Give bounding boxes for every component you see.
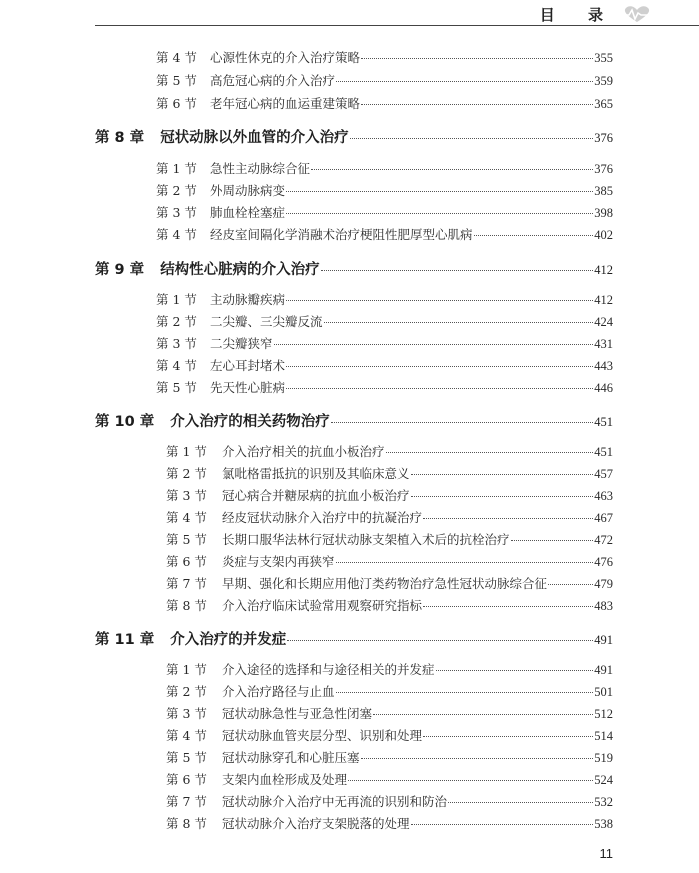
toc-entry-page: 457 bbox=[594, 467, 613, 480]
dot-leader bbox=[336, 81, 593, 82]
toc-section-entry bbox=[156, 334, 613, 350]
dot-leader bbox=[331, 422, 593, 423]
toc-entry-number: 第 3 节 bbox=[156, 205, 197, 219]
dot-leader bbox=[324, 322, 594, 323]
toc-entry-page: 524 bbox=[594, 773, 613, 786]
toc-entry-page: 424 bbox=[594, 315, 613, 328]
toc-entry-number: 第 2 节 bbox=[156, 183, 197, 197]
toc-entry-page: 538 bbox=[594, 817, 613, 830]
dot-leader bbox=[386, 452, 594, 453]
toc-section-entry bbox=[156, 159, 613, 175]
header-title: 目 录 bbox=[539, 6, 617, 24]
toc-entry-number: 第 4 节 bbox=[166, 510, 207, 524]
toc-entry-number: 第 1 节 bbox=[166, 662, 207, 676]
dot-leader bbox=[286, 366, 593, 367]
dot-leader bbox=[361, 104, 593, 105]
toc-entry-title: 介入治疗相关的抗血小板治疗 bbox=[222, 444, 385, 458]
toc-section-entry bbox=[156, 48, 613, 64]
toc-entry-page: 412 bbox=[594, 263, 613, 276]
toc-entry-number: 第 2 节 bbox=[166, 684, 207, 698]
toc-section-entry bbox=[156, 94, 613, 110]
toc-section-entry bbox=[166, 660, 613, 676]
toc-entry-title: 冠状动脉血管夹层分型、识别和处理 bbox=[222, 728, 423, 742]
toc-entry-page: 467 bbox=[594, 511, 613, 524]
dot-leader bbox=[373, 714, 593, 715]
toc-entry-page: 431 bbox=[594, 337, 613, 350]
dot-leader bbox=[548, 584, 593, 585]
toc-entry-page: 376 bbox=[594, 131, 613, 144]
dot-leader bbox=[286, 388, 593, 389]
dot-leader bbox=[311, 169, 593, 170]
toc-entry-title: 介入治疗路径与止血 bbox=[222, 684, 335, 698]
toc-chapter-entry bbox=[95, 628, 613, 646]
toc-entry-number: 第 8 节 bbox=[166, 816, 207, 830]
dot-leader bbox=[287, 640, 593, 641]
dot-leader bbox=[274, 344, 594, 345]
toc-entry-title: 冠状动脉介入治疗支架脱落的处理 bbox=[222, 816, 410, 830]
toc-entry-title: 冠状动脉穿孔和心脏压塞 bbox=[222, 750, 360, 764]
dot-leader bbox=[411, 474, 594, 475]
toc-section-entry bbox=[166, 726, 613, 742]
toc-chapter-entry bbox=[95, 410, 613, 428]
dot-leader bbox=[411, 824, 594, 825]
toc-entry-page: 359 bbox=[594, 74, 613, 87]
toc-section-entry bbox=[166, 508, 613, 524]
toc-entry-page: 532 bbox=[594, 795, 613, 808]
toc-entry-number: 第 3 节 bbox=[166, 706, 207, 720]
toc-entry-number: 第 5 节 bbox=[156, 73, 197, 87]
toc-entry-title: 结构性心脏病的介入治疗 bbox=[160, 262, 320, 276]
toc-entry-number: 第 8 节 bbox=[166, 598, 207, 612]
toc-entry-title: 早期、强化和长期应用他汀类药物治疗急性冠状动脉综合征 bbox=[222, 576, 548, 590]
header-rule bbox=[95, 25, 699, 26]
toc-section-entry bbox=[166, 574, 613, 590]
toc-entry-page: 514 bbox=[594, 729, 613, 742]
toc-entry-title: 氯吡格雷抵抗的识别及其临床意义 bbox=[222, 466, 410, 480]
toc-entry-title: 介入治疗的并发症 bbox=[170, 632, 287, 646]
toc-section-entry bbox=[156, 225, 613, 241]
toc-chapter-entry bbox=[95, 258, 613, 276]
toc-entry-title: 冠状动脉急性与亚急性闭塞 bbox=[222, 706, 373, 720]
toc-section-entry bbox=[166, 530, 613, 546]
toc-section-entry bbox=[156, 378, 613, 394]
toc-section-entry bbox=[166, 442, 613, 458]
toc-entry-number: 第 1 节 bbox=[156, 161, 197, 175]
toc-entry-number: 第 6 节 bbox=[166, 554, 207, 568]
dot-leader bbox=[474, 235, 594, 236]
toc-section-entry bbox=[166, 748, 613, 764]
toc-entry-number: 第 4 节 bbox=[156, 50, 197, 64]
toc-section-entry bbox=[166, 464, 613, 480]
toc-entry-number: 第 5 节 bbox=[156, 380, 197, 394]
toc-entry-number: 第 2 节 bbox=[166, 466, 207, 480]
toc-section-entry bbox=[166, 486, 613, 502]
dot-leader bbox=[348, 780, 593, 781]
toc-entry-number: 第 6 节 bbox=[166, 772, 207, 786]
dot-leader bbox=[448, 802, 593, 803]
toc-entry-title: 主动脉瓣疾病 bbox=[210, 292, 286, 306]
toc-entry-number: 第 4 节 bbox=[166, 728, 207, 742]
toc-entry-page: 412 bbox=[594, 293, 613, 306]
toc-entry-title: 心源性休克的介入治疗策略 bbox=[210, 50, 361, 64]
toc-chapter-entry bbox=[95, 126, 613, 144]
toc-entry-number: 第 9 章 bbox=[95, 262, 145, 276]
toc-section-entry bbox=[166, 682, 613, 698]
dot-leader bbox=[361, 58, 593, 59]
toc-section-entry bbox=[166, 814, 613, 830]
dot-leader bbox=[511, 540, 594, 541]
toc-section-entry bbox=[156, 290, 613, 306]
toc-entry-page: 476 bbox=[594, 555, 613, 568]
heart-logo-icon bbox=[620, 4, 654, 24]
toc-entry-title: 介入治疗临床试验常用观察研究指标 bbox=[222, 598, 423, 612]
toc-section-entry bbox=[166, 792, 613, 808]
dot-leader bbox=[336, 562, 594, 563]
toc-entry-number: 第 8 章 bbox=[95, 130, 145, 144]
toc-entry-title: 介入治疗的相关药物治疗 bbox=[170, 414, 330, 428]
toc-entry-number: 第 5 节 bbox=[166, 750, 207, 764]
page-number: 11 bbox=[599, 846, 613, 861]
toc-entry-page: 472 bbox=[594, 533, 613, 546]
toc-entry-title: 高危冠心病的介入治疗 bbox=[210, 73, 336, 87]
toc-entry-title: 支架内血栓形成及处理 bbox=[222, 772, 348, 786]
toc-entry-number: 第 1 节 bbox=[166, 444, 207, 458]
dot-leader bbox=[423, 606, 593, 607]
toc-entry-page: 451 bbox=[594, 445, 613, 458]
toc-entry-title: 冠状动脉以外血管的介入治疗 bbox=[160, 130, 349, 144]
toc-entry-number: 第 10 章 bbox=[95, 414, 155, 428]
toc-entry-title: 先天性心脏病 bbox=[210, 380, 286, 394]
toc-entry-number: 第 7 节 bbox=[166, 794, 207, 808]
toc-entry-title: 介入途径的选择和与途径相关的并发症 bbox=[222, 662, 435, 676]
toc-entry-page: 512 bbox=[594, 707, 613, 720]
toc-entry-number: 第 7 节 bbox=[166, 576, 207, 590]
toc-entry-title: 炎症与支架内再狭窄 bbox=[222, 554, 335, 568]
toc-entry-page: 376 bbox=[594, 162, 613, 175]
toc-entry-number: 第 11 章 bbox=[95, 632, 155, 646]
toc-section-entry bbox=[156, 356, 613, 372]
page-header bbox=[95, 0, 699, 27]
toc-section-entry bbox=[156, 312, 613, 328]
toc-entry-number: 第 3 节 bbox=[156, 336, 197, 350]
toc-entry-page: 491 bbox=[594, 663, 613, 676]
toc-section-entry bbox=[166, 770, 613, 786]
toc-entry-title: 长期口服华法林行冠状动脉支架植入术后的抗栓治疗 bbox=[222, 532, 510, 546]
toc-entry-title: 老年冠心病的血运重建策略 bbox=[210, 96, 361, 110]
toc-entry-page: 519 bbox=[594, 751, 613, 764]
dot-leader bbox=[286, 213, 593, 214]
toc-entry-number: 第 3 节 bbox=[166, 488, 207, 502]
toc-entry-page: 463 bbox=[594, 489, 613, 502]
toc-entry-number: 第 4 节 bbox=[156, 358, 197, 372]
toc-entry-page: 491 bbox=[594, 633, 613, 646]
toc-entry-number: 第 5 节 bbox=[166, 532, 207, 546]
toc-entry-page: 446 bbox=[594, 381, 613, 394]
dot-leader bbox=[350, 138, 594, 139]
toc-entry-number: 第 6 节 bbox=[156, 96, 197, 110]
toc-entry-title: 经皮室间隔化学消融术治疗梗阻性肥厚型心肌病 bbox=[210, 227, 473, 241]
toc-section-entry bbox=[166, 552, 613, 568]
toc-section-entry bbox=[166, 596, 613, 612]
dot-leader bbox=[411, 496, 594, 497]
toc-entry-title: 外周动脉病变 bbox=[210, 183, 286, 197]
dot-leader bbox=[423, 518, 593, 519]
toc-section-entry bbox=[156, 203, 613, 219]
toc-entry-title: 冠状动脉介入治疗中无再流的识别和防治 bbox=[222, 794, 448, 808]
toc-entry-number: 第 2 节 bbox=[156, 314, 197, 328]
toc-entry-page: 443 bbox=[594, 359, 613, 372]
toc-entry-page: 385 bbox=[594, 184, 613, 197]
toc-entry-title: 肺血栓栓塞症 bbox=[210, 205, 286, 219]
dot-leader bbox=[321, 270, 594, 271]
toc-entry-title: 左心耳封堵术 bbox=[210, 358, 286, 372]
toc-section-entry bbox=[166, 704, 613, 720]
toc-entry-number: 第 4 节 bbox=[156, 227, 197, 241]
toc-entry-title: 冠心病合并糖尿病的抗血小板治疗 bbox=[222, 488, 410, 502]
toc-entry-page: 355 bbox=[594, 51, 613, 64]
dot-leader bbox=[336, 692, 594, 693]
dot-leader bbox=[436, 670, 594, 671]
toc-entry-title: 急性主动脉综合征 bbox=[210, 161, 311, 175]
toc-entry-number: 第 1 节 bbox=[156, 292, 197, 306]
toc-section-entry bbox=[156, 71, 613, 87]
toc-entry-title: 经皮冠状动脉介入治疗中的抗凝治疗 bbox=[222, 510, 423, 524]
toc-entry-page: 451 bbox=[594, 415, 613, 428]
toc-entry-title: 二尖瓣、三尖瓣反流 bbox=[210, 314, 323, 328]
toc-entry-title: 二尖瓣狭窄 bbox=[210, 336, 273, 350]
toc-entry-page: 501 bbox=[594, 685, 613, 698]
toc-entry-page: 365 bbox=[594, 97, 613, 110]
toc-entry-page: 479 bbox=[594, 577, 613, 590]
dot-leader bbox=[423, 736, 593, 737]
dot-leader bbox=[361, 758, 594, 759]
toc-section-entry bbox=[156, 181, 613, 197]
dot-leader bbox=[286, 191, 593, 192]
dot-leader bbox=[286, 300, 593, 301]
toc-entry-page: 483 bbox=[594, 599, 613, 612]
toc-entry-page: 398 bbox=[594, 206, 613, 219]
toc-entry-page: 402 bbox=[594, 228, 613, 241]
